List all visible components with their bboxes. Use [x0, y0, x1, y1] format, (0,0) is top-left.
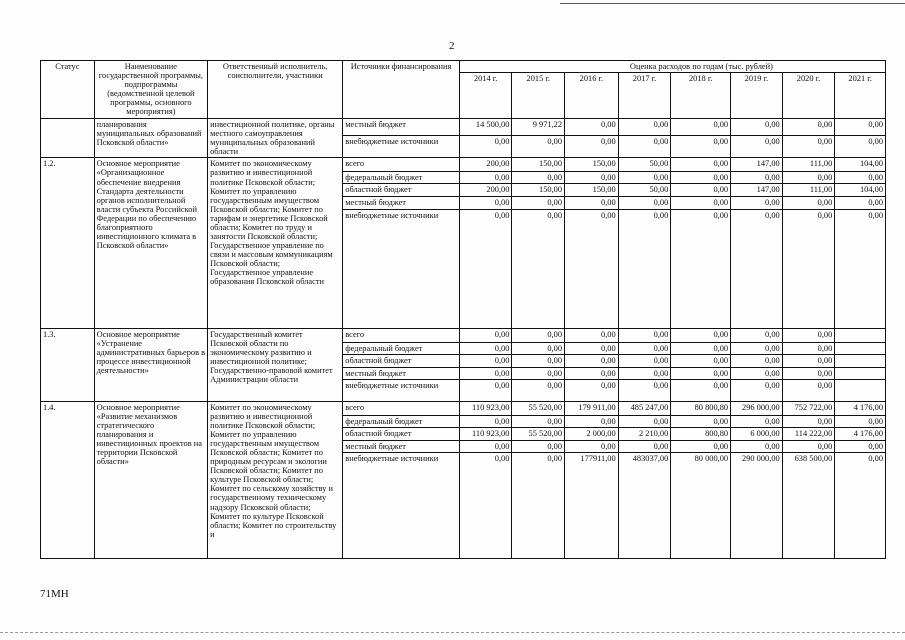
- value-cell: 290 000,00: [731, 452, 783, 558]
- value-cell: 0,00: [459, 209, 512, 328]
- value-cell: 485 247,00: [618, 401, 671, 415]
- value-cell: 0,00: [618, 354, 671, 367]
- value-cell: 0,00: [835, 415, 886, 427]
- value-cell: 0,00: [835, 452, 886, 558]
- value-cell: 0,00: [671, 367, 731, 379]
- value-cell: 0,00: [782, 136, 835, 158]
- value-cell: 0,00: [731, 209, 783, 328]
- value-cell: 0,00: [671, 342, 731, 354]
- value-cell: 0,00: [671, 354, 731, 367]
- source-cell: федеральный бюджет: [343, 415, 460, 427]
- value-cell: 2 210,00: [618, 427, 671, 440]
- value-cell: 114 222,00: [782, 427, 835, 440]
- value-cell: 0,00: [731, 440, 783, 452]
- value-cell: 0,00: [731, 136, 783, 158]
- value-cell: 296 000,00: [731, 401, 783, 415]
- value-cell: 800,80: [671, 427, 731, 440]
- value-cell: 104,00: [835, 158, 886, 172]
- value-cell: 0,00: [782, 119, 835, 136]
- value-cell: 0,00: [512, 342, 565, 354]
- header-year: 2015 г.: [512, 73, 565, 119]
- value-cell: 177911,00: [565, 452, 619, 558]
- value-cell: 0,00: [512, 379, 565, 401]
- header-year: 2016 г.: [565, 73, 619, 119]
- header-year: 2021 г.: [835, 73, 886, 119]
- value-cell: 0,00: [618, 209, 671, 328]
- value-cell: 9 971,22: [512, 119, 565, 136]
- value-cell: 0,00: [782, 379, 835, 401]
- value-cell: 0,00: [731, 328, 783, 342]
- value-cell: 0,00: [512, 367, 565, 379]
- executor-cell: Комитет по экономическому развитию и инвестиционной политике Псковской области; Комитет по управлению государственным имуществом Псковской области; Комитет по природным ресурсам и экологии Псковской области; Комитет по культуре Псковской области; Комитет по сельскому хозяйству и государственному техническому надзору Псковской области; Комитет по культуре Псковской области; Комитет по строительству и: [208, 401, 343, 558]
- value-cell: 0,00: [671, 328, 731, 342]
- value-cell: 0,00: [671, 379, 731, 401]
- name-cell: планирования муниципальных образований Псковской области»: [94, 119, 207, 158]
- header-estimate: Оценка расходов по годам (тыс. рублей): [459, 61, 885, 73]
- header-status: Статус: [41, 61, 95, 119]
- source-cell: местный бюджет: [343, 440, 460, 452]
- value-cell: 0,00: [731, 379, 783, 401]
- value-cell: 0,00: [671, 184, 731, 197]
- value-cell: 150,00: [565, 184, 619, 197]
- name-cell: Основное мероприятие «Развитие механизмов стратегического планирования и инвестиционных проектов на территории Псковской области»: [94, 401, 207, 558]
- bottom-rule: [0, 632, 905, 633]
- value-cell: 80 800,80: [671, 401, 731, 415]
- value-cell: [835, 354, 886, 367]
- value-cell: 0,00: [618, 367, 671, 379]
- table-row: [41, 328, 886, 342]
- value-cell: 0,00: [618, 342, 671, 354]
- value-cell: 6 000,00: [731, 427, 783, 440]
- value-cell: 0,00: [565, 209, 619, 328]
- top-rule: [560, 3, 905, 4]
- value-cell: 0,00: [731, 172, 783, 184]
- value-cell: 0,00: [671, 136, 731, 158]
- value-cell: 0,00: [565, 440, 619, 452]
- source-cell: всего: [343, 401, 460, 415]
- value-cell: [835, 379, 886, 401]
- value-cell: 0,00: [618, 136, 671, 158]
- value-cell: 0,00: [618, 172, 671, 184]
- value-cell: 0,00: [512, 452, 565, 558]
- value-cell: 0,00: [459, 379, 512, 401]
- header-name: Наименование государственной программы, подпрограммы (ведомственной целевой программы, основного мероприятия): [94, 61, 207, 119]
- value-cell: 0,00: [618, 197, 671, 209]
- value-cell: 0,00: [731, 342, 783, 354]
- source-cell: федеральный бюджет: [343, 172, 460, 184]
- source-cell: местный бюджет: [343, 119, 460, 136]
- status-cell: 1.2.: [41, 158, 95, 328]
- status-cell: 1.3.: [41, 328, 95, 401]
- header-sources: Источники финансирования: [343, 61, 460, 119]
- value-cell: [835, 342, 886, 354]
- value-cell: 0,00: [731, 354, 783, 367]
- value-cell: 0,00: [782, 209, 835, 328]
- source-cell: областной бюджет: [343, 427, 460, 440]
- executor-cell: инвестиционной политике, органы местного самоуправления муниципальных образований области: [208, 119, 343, 158]
- source-cell: федеральный бюджет: [343, 342, 460, 354]
- budget-table: [40, 60, 886, 559]
- source-cell: областной бюджет: [343, 354, 460, 367]
- value-cell: 0,00: [671, 158, 731, 172]
- value-cell: 0,00: [782, 354, 835, 367]
- value-cell: 0,00: [565, 379, 619, 401]
- value-cell: 0,00: [731, 367, 783, 379]
- executor-cell: Государственный комитет Псковской области по экономическому развитию и инвестиционной политике; Государственно-правовой комитет Администрации области: [208, 328, 343, 401]
- header-executor: Ответственный исполнитель, соисполнители, участники: [208, 61, 343, 119]
- value-cell: 0,00: [565, 172, 619, 184]
- value-cell: 0,00: [459, 415, 512, 427]
- value-cell: 0,00: [565, 415, 619, 427]
- status-cell: [41, 119, 95, 158]
- value-cell: [835, 328, 886, 342]
- status-cell: 1.4.: [41, 401, 95, 558]
- header-year: 2017 г.: [618, 73, 671, 119]
- value-cell: 110 923,00: [459, 427, 512, 440]
- value-cell: 50,00: [618, 184, 671, 197]
- value-cell: 0,00: [512, 197, 565, 209]
- value-cell: 0,00: [512, 328, 565, 342]
- value-cell: 0,00: [835, 172, 886, 184]
- value-cell: 110 923,00: [459, 401, 512, 415]
- value-cell: 0,00: [731, 197, 783, 209]
- value-cell: 200,00: [459, 184, 512, 197]
- value-cell: 0,00: [671, 197, 731, 209]
- value-cell: 50,00: [618, 158, 671, 172]
- value-cell: 752 722,00: [782, 401, 835, 415]
- source-cell: внебюджетные источники: [343, 379, 460, 401]
- value-cell: 0,00: [835, 440, 886, 452]
- value-cell: 0,00: [565, 367, 619, 379]
- value-cell: 0,00: [835, 209, 886, 328]
- value-cell: 0,00: [671, 209, 731, 328]
- value-cell: 0,00: [512, 136, 565, 158]
- value-cell: 0,00: [512, 172, 565, 184]
- value-cell: 0,00: [512, 415, 565, 427]
- value-cell: 2 000,00: [565, 427, 619, 440]
- header-year: 2018 г.: [671, 73, 731, 119]
- value-cell: 0,00: [618, 440, 671, 452]
- source-cell: областной бюджет: [343, 184, 460, 197]
- value-cell: 0,00: [459, 342, 512, 354]
- value-cell: 0,00: [835, 136, 886, 158]
- value-cell: 0,00: [512, 440, 565, 452]
- table-row: [41, 401, 886, 415]
- source-cell: местный бюджет: [343, 367, 460, 379]
- source-cell: внебюджетные источники: [343, 209, 460, 328]
- table-row: [41, 119, 886, 136]
- value-cell: 14 500,00: [459, 119, 512, 136]
- value-cell: 111,00: [782, 184, 835, 197]
- value-cell: 0,00: [782, 197, 835, 209]
- source-cell: местный бюджет: [343, 197, 460, 209]
- header-year: 2014 г.: [459, 73, 512, 119]
- value-cell: 147,00: [731, 158, 783, 172]
- value-cell: 0,00: [565, 328, 619, 342]
- value-cell: 4 176,00: [835, 427, 886, 440]
- value-cell: 0,00: [782, 172, 835, 184]
- value-cell: 0,00: [565, 342, 619, 354]
- value-cell: 0,00: [782, 440, 835, 452]
- value-cell: 0,00: [459, 197, 512, 209]
- value-cell: 0,00: [565, 119, 619, 136]
- value-cell: 80 000,00: [671, 452, 731, 558]
- value-cell: 0,00: [618, 119, 671, 136]
- value-cell: 104,00: [835, 184, 886, 197]
- value-cell: 0,00: [782, 415, 835, 427]
- value-cell: 150,00: [512, 184, 565, 197]
- value-cell: 0,00: [459, 440, 512, 452]
- value-cell: 147,00: [731, 184, 783, 197]
- value-cell: 0,00: [782, 342, 835, 354]
- value-cell: 150,00: [565, 158, 619, 172]
- page-number: 2: [449, 40, 455, 52]
- value-cell: 0,00: [565, 197, 619, 209]
- header-year: 2019 г.: [731, 73, 783, 119]
- value-cell: 0,00: [512, 209, 565, 328]
- executor-cell: Комитет по экономическому развитию и инвестиционной политике Псковской области; Комитет по управлению государственным имуществом Псковской области; Комитет по тарифам и энергетике Псковской области; Комитет по труду и занятости Псковской области; Государственное управление по связи и массовым коммуникациям Псковской области; Государственное управление образования Псковской области: [208, 158, 343, 328]
- value-cell: 0,00: [671, 440, 731, 452]
- table-row: [41, 158, 886, 172]
- value-cell: 0,00: [671, 119, 731, 136]
- value-cell: 0,00: [459, 328, 512, 342]
- value-cell: 0,00: [731, 415, 783, 427]
- value-cell: 0,00: [459, 367, 512, 379]
- source-cell: всего: [343, 158, 460, 172]
- value-cell: 0,00: [835, 197, 886, 209]
- value-cell: 638 500,00: [782, 452, 835, 558]
- value-cell: 0,00: [459, 136, 512, 158]
- value-cell: 0,00: [835, 119, 886, 136]
- name-cell: Основное мероприятие «Устранение административных барьеров в процессе инвестиционной деятельности»: [94, 328, 207, 401]
- value-cell: 0,00: [782, 367, 835, 379]
- value-cell: 0,00: [731, 119, 783, 136]
- value-cell: 0,00: [565, 354, 619, 367]
- value-cell: 4 176,00: [835, 401, 886, 415]
- value-cell: 0,00: [782, 328, 835, 342]
- value-cell: 0,00: [671, 172, 731, 184]
- name-cell: Основное мероприятие «Организационное обеспечение внедрения Стандарта деятельности органов исполнительной власти субъекта Российской Федерации по обеспечению благоприятного инвестиционного климата в Псковской области»: [94, 158, 207, 328]
- value-cell: 483037,00: [618, 452, 671, 558]
- value-cell: 0,00: [671, 415, 731, 427]
- value-cell: 55 520,00: [512, 427, 565, 440]
- value-cell: 0,00: [565, 136, 619, 158]
- value-cell: 0,00: [459, 452, 512, 558]
- source-cell: всего: [343, 328, 460, 342]
- value-cell: 179 911,00: [565, 401, 619, 415]
- header-year: 2020 г.: [782, 73, 835, 119]
- value-cell: 55 520,00: [512, 401, 565, 415]
- value-cell: 200,00: [459, 158, 512, 172]
- source-cell: внебюджетные источники: [343, 136, 460, 158]
- footer-code: 71МН: [40, 588, 69, 600]
- source-cell: внебюджетные источники: [343, 452, 460, 558]
- value-cell: 0,00: [618, 379, 671, 401]
- value-cell: 111,00: [782, 158, 835, 172]
- value-cell: [835, 367, 886, 379]
- value-cell: 0,00: [618, 415, 671, 427]
- value-cell: 150,00: [512, 158, 565, 172]
- value-cell: 0,00: [512, 354, 565, 367]
- value-cell: 0,00: [459, 354, 512, 367]
- value-cell: 0,00: [459, 172, 512, 184]
- value-cell: 0,00: [618, 328, 671, 342]
